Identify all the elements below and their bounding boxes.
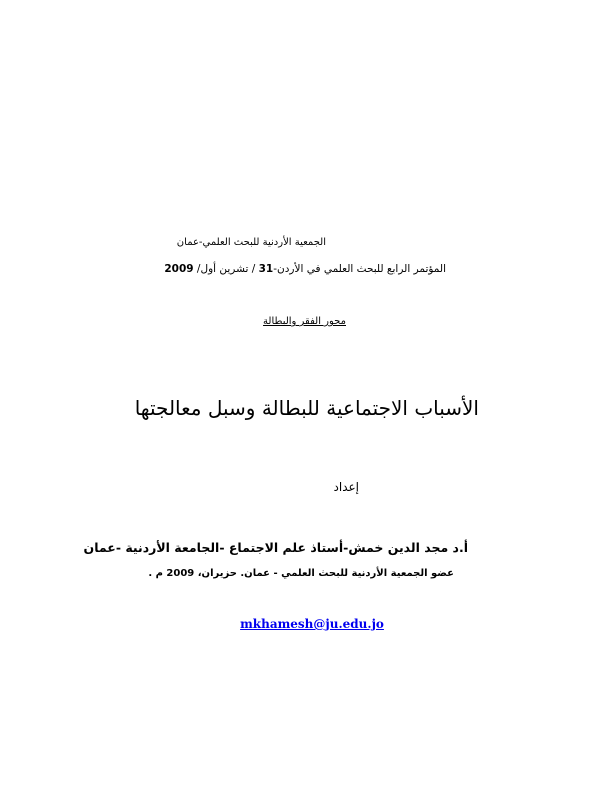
author-line: أ.د مجد الدين خمش-أستاذ علم الاجتماع -الجامعة الأردنية -عمان [83, 540, 468, 555]
email-line [0, 617, 612, 631]
conference-year: 2009 [164, 263, 194, 275]
membership-line: عضو الجمعية الأردنية للبحث العلمي - عمان. حزيران، 2009 م . [148, 568, 454, 579]
prepared-by-label: إعداد [333, 480, 359, 494]
conference-text-after: / تشرين أول/ [193, 263, 259, 275]
document-title: الأسباب الاجتماعية للبطالة وسبل معالجتها [134, 396, 479, 420]
email-link[interactable]: mkhamesh@ju.edu.jo [240, 617, 384, 631]
conference-line [164, 263, 446, 276]
conference-day: 31 [258, 263, 274, 275]
organization-line: الجمعية الأردنية للبحث العلمي-عمان [176, 237, 326, 248]
conference-axis: محور الفقر والبطالة [263, 316, 346, 327]
conference-text-before: المؤتمر الرابع للبحث العلمي في الأردن- [273, 263, 446, 275]
